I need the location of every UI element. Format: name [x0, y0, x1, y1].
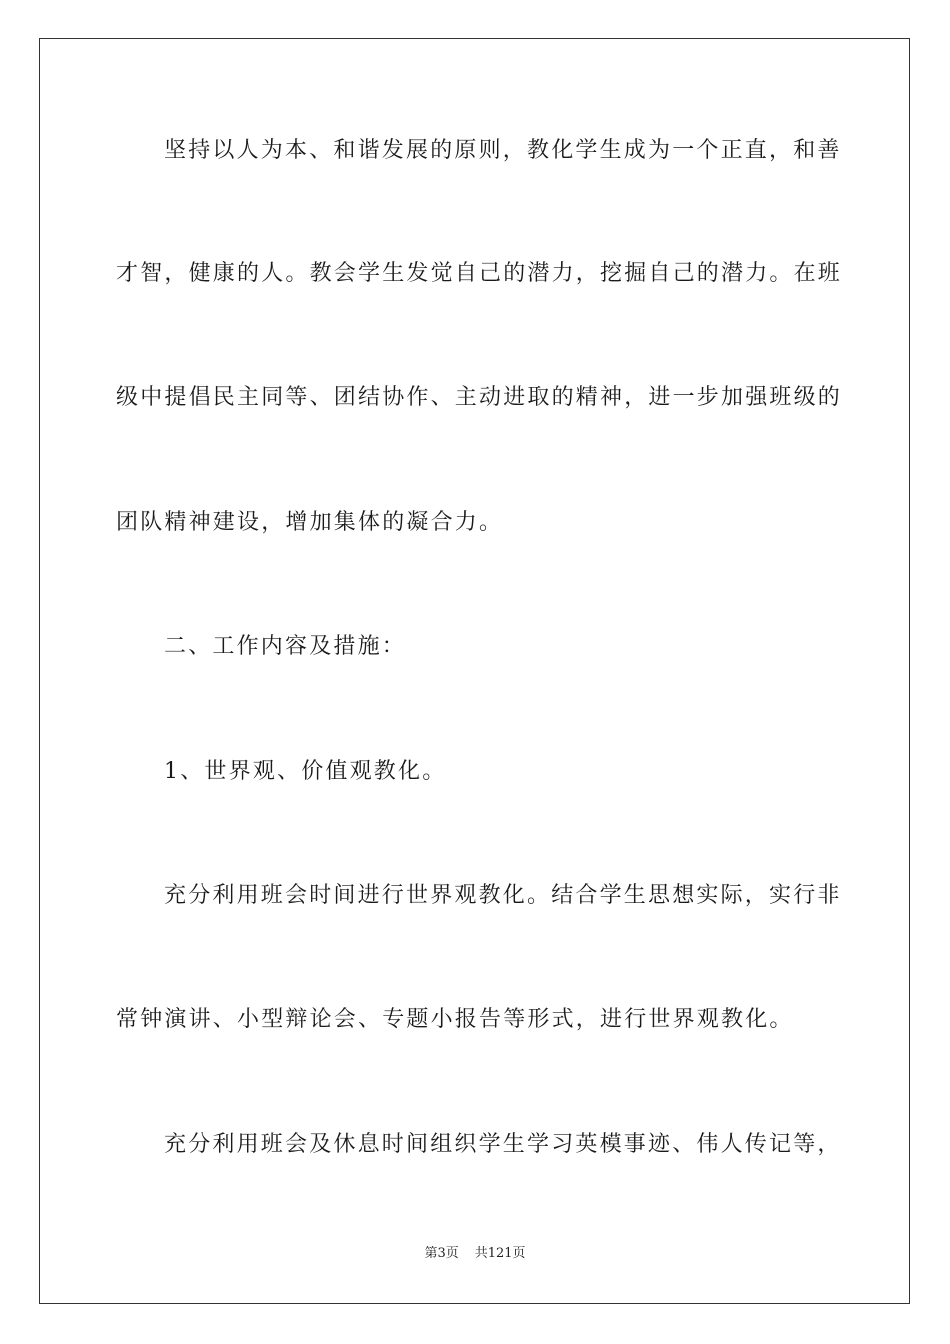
- paragraph-line: 充分利用班会及休息时间组织学生学习英模事迹、伟人传记等，: [164, 1132, 842, 1157]
- paragraph-line: 团队精神建设，增加集体的凝合力。: [116, 510, 504, 535]
- page-border: [39, 38, 910, 1304]
- paragraph-line: 级中提倡民主同等、团结协作、主动进取的精神，进一步加强班级的: [116, 385, 843, 410]
- paragraph-line: 坚持以人为本、和谐发展的原则，教化学生成为一个正直，和善: [164, 138, 842, 163]
- section-heading: 二、工作内容及措施：: [164, 634, 407, 659]
- subsection-heading: 1、世界观、价值观教化。: [164, 759, 447, 784]
- paragraph-line: 常钟演讲、小型辩论会、专题小报告等形式，进行世界观教化。: [116, 1007, 794, 1032]
- page-number: 第3页: [424, 1246, 459, 1261]
- paragraph-line: 才智，健康的人。教会学生发觉自己的潜力，挖掘自己的潜力。在班: [116, 261, 843, 286]
- total-pages: 共121页: [474, 1246, 526, 1261]
- paragraph-line: 充分利用班会时间进行世界观教化。结合学生思想实际，实行非: [164, 883, 842, 908]
- page-footer: [0, 1245, 950, 1263]
